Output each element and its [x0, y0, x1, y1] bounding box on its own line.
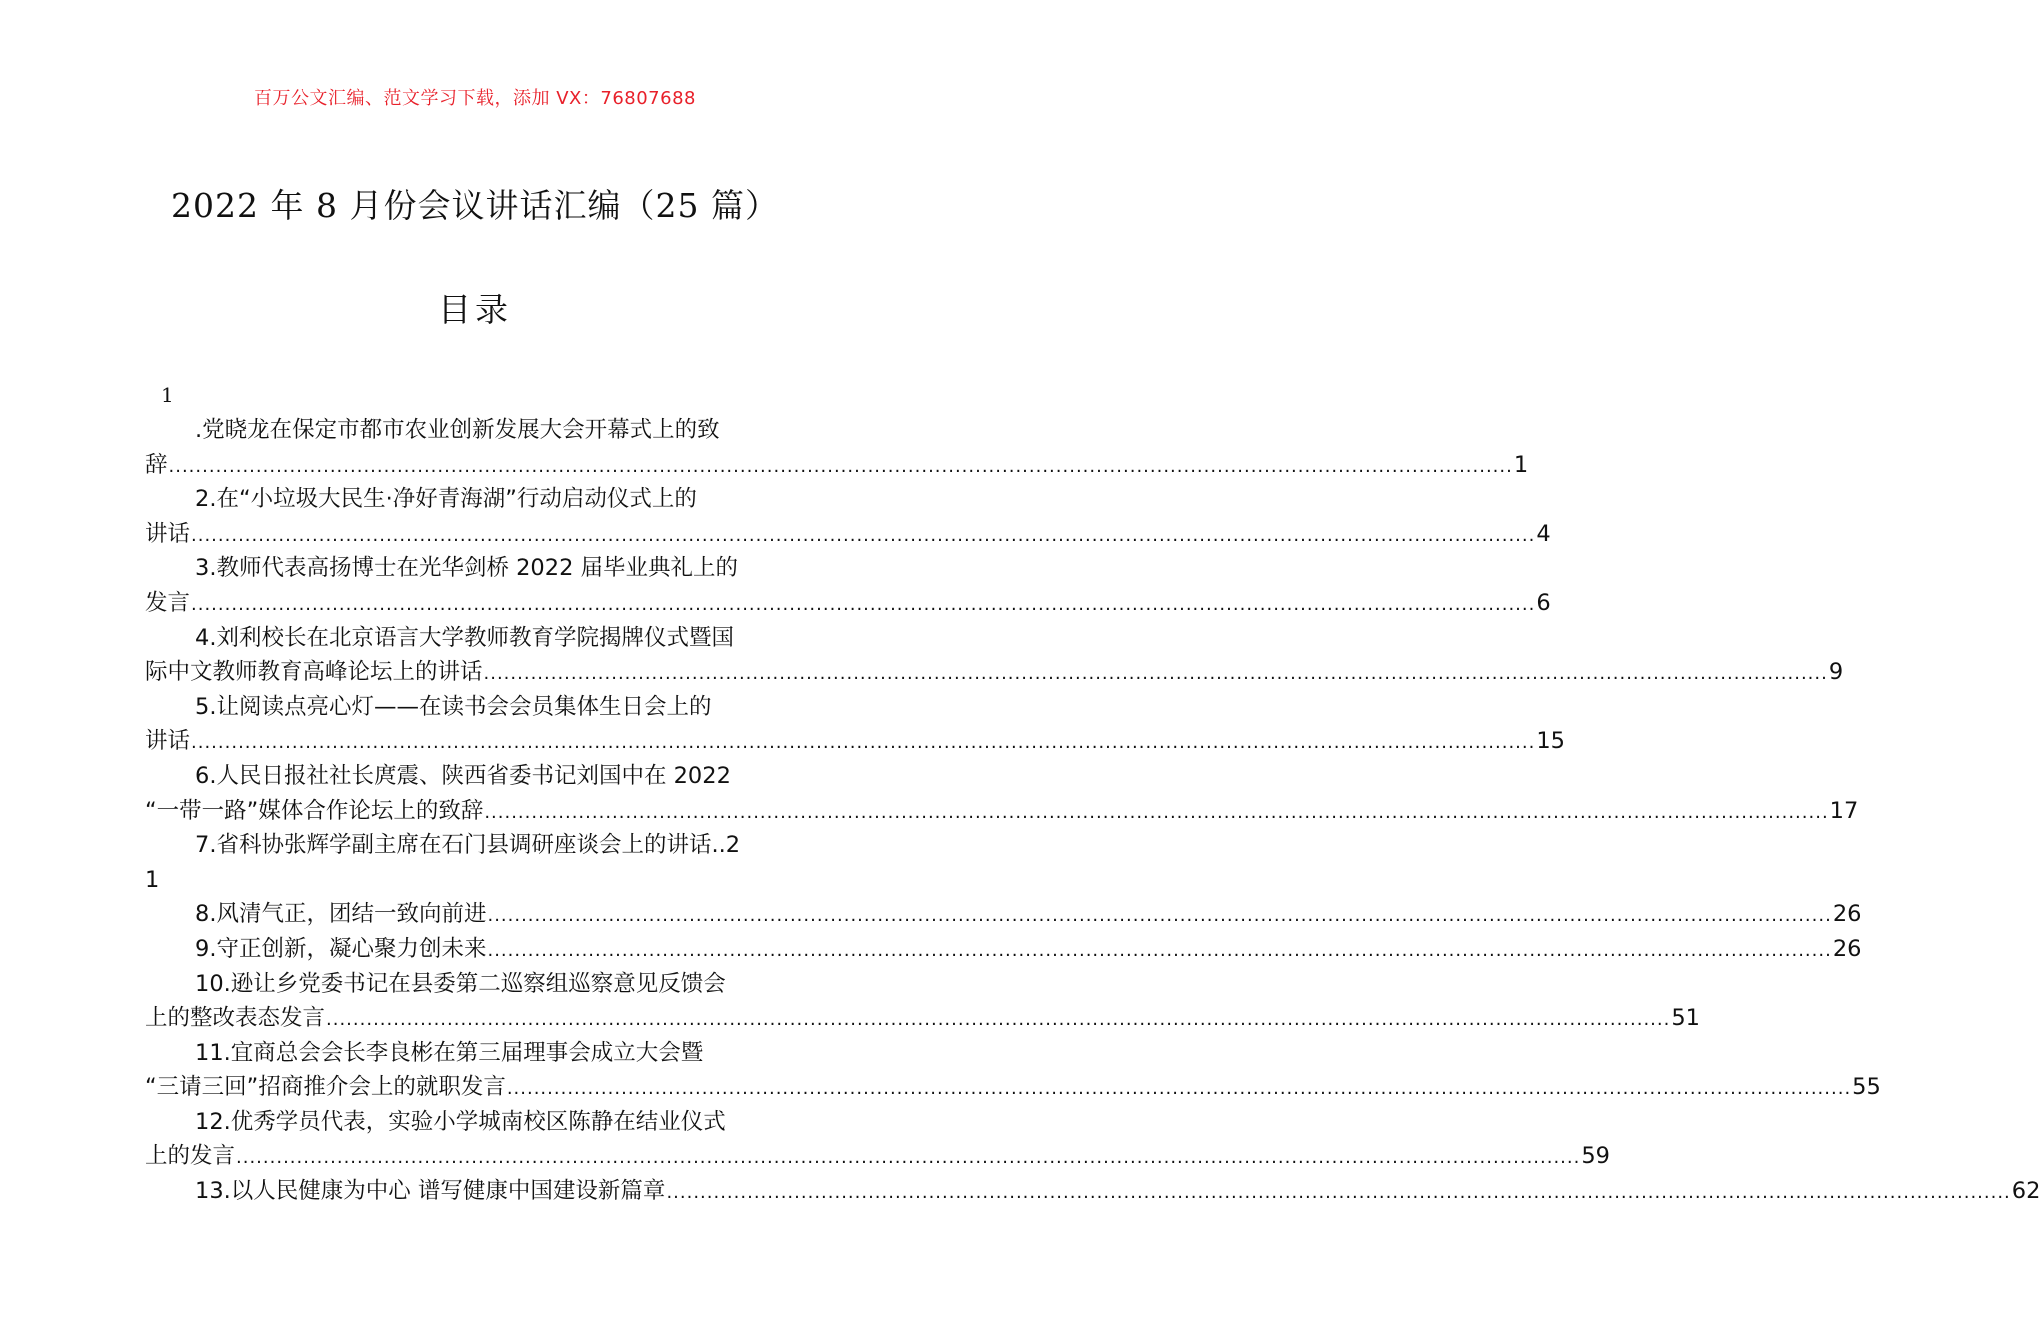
- toc-entry-last-line: [145, 1174, 2040, 1209]
- toc-entry-last-line: [145, 1070, 1881, 1105]
- toc-entry[interactable]: [145, 413, 1529, 482]
- toc-dot-leader: ........................................................................................................................................................................................................: [326, 1009, 1671, 1031]
- toc-page-number: 51: [1671, 1005, 1700, 1032]
- toc-entry-text: “一带一路”媒体合作论坛上的致辞: [145, 797, 484, 824]
- toc-entry-last-line: [145, 932, 1862, 967]
- watermark-header: 百万公文汇编、范文学习下载，添加 VX：76807688: [254, 88, 696, 109]
- toc-page-number: 26: [1832, 901, 1862, 928]
- toc-dot-leader: ........................................................................................................................................................................................................: [484, 801, 1829, 823]
- toc-entry[interactable]: [145, 932, 1862, 967]
- toc-entry-text: 1: [145, 866, 160, 893]
- toc-page-number: 9: [1828, 659, 1844, 686]
- toc-entry-last-line: [145, 1001, 1700, 1036]
- toc-entry-text: 6.人民日报社社长庹震、陕西省委书记刘国中在 2022: [195, 762, 731, 789]
- toc-heading: 目录: [438, 290, 512, 329]
- toc-entry-text: 13.以人民健康为中心 谱写健康中国建设新篇章: [195, 1178, 666, 1205]
- table-of-contents: [145, 377, 2040, 1209]
- toc-list: [145, 413, 2040, 1209]
- toc-entry[interactable]: [145, 967, 1700, 1036]
- toc-entry-text: 上的发言: [145, 1143, 236, 1170]
- toc-entry-text: 4.刘利校长在北京语言大学教师教育学院揭牌仪式暨国: [195, 624, 734, 651]
- toc-entry-text: .党晓龙在保定市都市农业创新发展大会开幕式上的致: [195, 417, 720, 443]
- toc-entry[interactable]: [145, 828, 807, 897]
- toc-entry[interactable]: [145, 551, 1551, 620]
- toc-entry-text: 8.风清气正，团结一致向前进: [195, 901, 487, 928]
- toc-entry-last-line: [145, 724, 1565, 759]
- toc-entry[interactable]: [145, 690, 1565, 759]
- toc-entry-text: 3.教师代表高扬博士在光华剑桥 2022 届毕业典礼上的: [195, 555, 739, 582]
- toc-entry-text: 10.逊让乡党委书记在县委第二巡察组巡察意见反馈会: [195, 970, 726, 997]
- toc-page-number: 26: [1832, 935, 1862, 962]
- toc-entry-text: 9.守正创新，凝心聚力创未来: [195, 935, 487, 962]
- toc-entry[interactable]: [145, 482, 1551, 551]
- toc-first-number: 1: [161, 383, 174, 407]
- toc-entry[interactable]: [145, 897, 1862, 932]
- toc-entry-text: 发言: [145, 589, 191, 616]
- toc-entry[interactable]: [145, 1036, 1881, 1105]
- toc-entry-text: 际中文教师教育高峰论坛上的讲话: [145, 659, 483, 686]
- toc-entry-text: 5.让阅读点亮心灯——在读书会会员集体生日会上的: [195, 693, 712, 720]
- toc-dot-leader: ........................................................................................................................................................................................................: [191, 593, 1536, 615]
- toc-dot-leader: ........................................................................................................................................................................................................: [483, 663, 1828, 685]
- toc-page-number: 62: [2011, 1178, 2040, 1205]
- toc-entry-last-line: [145, 794, 1859, 829]
- toc-entry-text: 11.宜商总会会长李良彬在第三届理事会成立大会暨: [195, 1039, 704, 1066]
- toc-page-number: 55: [1852, 1074, 1881, 1101]
- toc-entry-text: 2.在“小垃圾大民生·净好青海湖”行动启动仪式上的: [195, 486, 697, 513]
- toc-entry[interactable]: [145, 1105, 1610, 1174]
- toc-entry-last-line: [145, 517, 1551, 552]
- toc-entry[interactable]: [145, 759, 1859, 828]
- toc-page-number: 15: [1536, 728, 1565, 755]
- toc-entry[interactable]: [145, 621, 1844, 690]
- toc-dot-leader: ........................................................................................................................................................................................................: [168, 455, 1513, 477]
- toc-entry-last-line: [145, 586, 1551, 621]
- toc-entry-text: 辞: [145, 451, 168, 478]
- toc-page-number: 6: [1536, 589, 1551, 616]
- toc-dot-leader: ........................................................................................................................................................................................................: [191, 732, 1536, 754]
- toc-page-number: 4: [1536, 520, 1551, 547]
- toc-dot-leader: ........................................................................................................................................................................................................: [666, 1182, 2011, 1204]
- toc-entry-text: 上的整改表态发言: [145, 1005, 326, 1032]
- toc-entry-text: 12.优秀学员代表，实验小学城南校区陈静在结业仪式: [195, 1108, 726, 1135]
- toc-dot-leader: ........................................................................................................................................................................................................: [191, 524, 1536, 546]
- document-title: 2022 年 8 月份会议讲话汇编（25 篇）: [171, 186, 779, 225]
- toc-entry-last-line: [145, 1139, 1610, 1174]
- toc-entry-last-line: [145, 655, 1844, 690]
- toc-dot-leader: ........................................................................................................................................................................................................: [487, 939, 1832, 961]
- toc-entry-text: 讲话: [145, 728, 191, 755]
- toc-dot-leader: ........................................................................................................................................................................................................: [487, 905, 1832, 927]
- toc-entry-text: 讲话: [145, 520, 191, 547]
- toc-dot-leader: ........................................................................................................................................................................................................: [236, 1147, 1581, 1169]
- toc-page-number: 1: [1513, 451, 1529, 478]
- toc-entry-text: “三请三回”招商推介会上的就职发言: [145, 1074, 506, 1101]
- toc-entry-last-line: [145, 448, 1529, 483]
- toc-page-number: 17: [1829, 797, 1859, 824]
- toc-entry[interactable]: [145, 1174, 2040, 1209]
- toc-entry-last-line: [145, 897, 1862, 932]
- toc-dot-leader: ........................................................................................................................................................................................................: [506, 1078, 1852, 1100]
- toc-entry-text: 7.省科协张辉学副主席在石门县调研座谈会上的讲话..2: [195, 832, 741, 859]
- toc-page-number: 59: [1581, 1143, 1610, 1170]
